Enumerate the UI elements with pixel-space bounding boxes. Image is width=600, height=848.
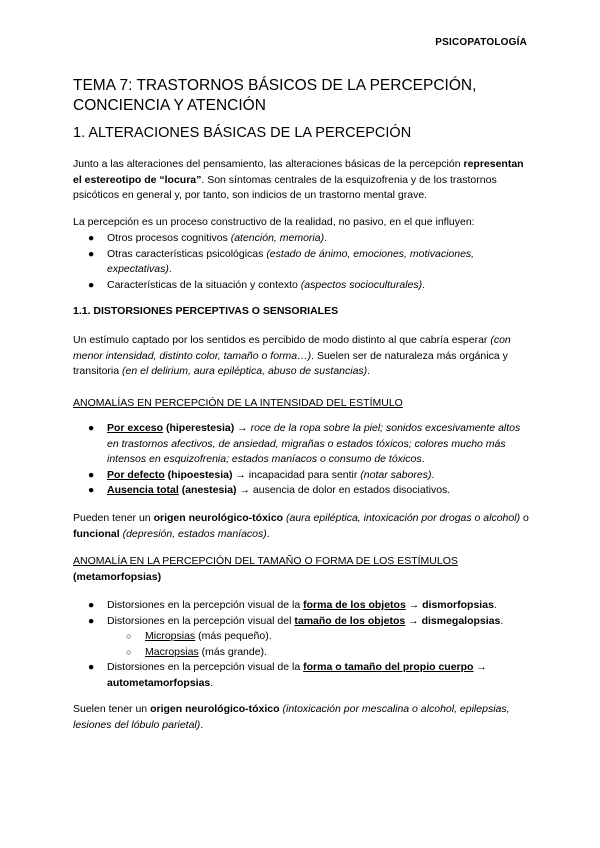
item-italic: (notar sabores)	[360, 468, 432, 481]
item-italic: (estado de ánimo, emociones, motivaciones, expectativas)	[107, 247, 475, 275]
section-1-1-paragraph	[73, 333, 533, 380]
arrow-icon: →	[236, 484, 253, 496]
sub-list	[107, 629, 533, 660]
bullet-icon: ●	[88, 468, 95, 481]
item-bold: dismegalopsias	[421, 614, 501, 627]
item-end: .	[500, 614, 504, 627]
header-subject: PSICOPATOLOGÍA	[435, 37, 527, 48]
sub-item-term: Macropsias	[145, 645, 199, 658]
paragraph-text: Un estímulo captado por los sentidos es percibido de modo distinto al que cabría esperar	[73, 334, 491, 346]
bullet-icon: ●	[88, 661, 95, 673]
paragraph-text: Suelen tener un	[73, 703, 151, 715]
item-italic: roce de la ropa sobre la piel; sonidos excesivamente altos en trastornos afectivos, de ansiedad, migrañas o estados tóxicos; colores mucho más intensos en esquizofrenia; estados maníacos o consumo de tóxicos	[107, 422, 521, 465]
title-line-1: TEMA 7: TRASTORNOS BÁSICOS DE LA PERCEPCIÓN,	[73, 77, 477, 94]
intro-bold-text: representan el estereotipo de “locura”	[73, 158, 524, 186]
item-text: Características de la situación y contexto	[107, 278, 301, 291]
paragraph-text: .	[367, 365, 371, 377]
sub-list-item	[126, 629, 533, 645]
size-section-label	[73, 554, 533, 585]
list-item	[88, 278, 533, 294]
bullet-icon: ●	[88, 278, 95, 291]
intensity-section-label: ANOMALÍAS EN PERCEPCIÓN DE LA INTENSIDAD DEL ESTÍMULO	[73, 397, 403, 409]
bullet-icon: ●	[88, 247, 95, 260]
paragraph-bold: origen neurológico-tóxico	[153, 512, 284, 524]
page-title	[73, 76, 533, 116]
arrow-icon: →	[405, 614, 422, 627]
paragraph-italic: (en el delirium, aura epiléptica, abuso de sustancias)	[122, 365, 368, 377]
arrow-icon: →	[232, 468, 249, 481]
item-term: forma o tamaño del propio cuerpo	[303, 661, 474, 673]
item-text: Otras características psicológicas	[107, 247, 267, 260]
item-end: .	[421, 453, 425, 465]
intro-paragraph-1	[73, 157, 533, 204]
list-item	[88, 468, 533, 484]
bullet-icon: ●	[88, 232, 95, 244]
title-line-2: CONCIENCIA Y ATENCIÓN	[73, 97, 266, 114]
item-term: Ausencia total	[107, 484, 179, 496]
size-origin-paragraph	[73, 702, 533, 733]
item-end: .	[431, 468, 435, 481]
item-name: (hipoestesia)	[164, 468, 233, 481]
item-end: .	[324, 232, 328, 244]
bullet-icon: ●	[88, 614, 95, 627]
item-text: Distorsiones en la percepción visual de la	[107, 661, 304, 673]
circle-bullet-icon: ○	[126, 631, 132, 641]
bullet-icon: ●	[88, 599, 95, 611]
list-item	[88, 660, 533, 691]
list-item	[88, 247, 533, 278]
section-1-heading: 1. ALTERACIONES BÁSICAS DE LA PERCEPCIÓN	[73, 125, 412, 141]
circle-bullet-icon: ○	[126, 646, 132, 657]
arrow-icon: →	[234, 422, 251, 434]
bullet-icon: ●	[88, 422, 95, 434]
intro-text: Junto a las alteraciones del pensamiento, las alteraciones básicas de la percepción	[73, 158, 464, 170]
sub-item-term: Micropsias	[145, 630, 196, 642]
arrow-icon: →	[473, 661, 487, 673]
item-term: tamaño de los objetos	[294, 614, 406, 627]
paragraph-italic: (intoxicación por mescalina o alcohol, epilepsias, lesiones del lóbulo parietal)	[73, 703, 510, 731]
bullet-icon: ●	[88, 484, 95, 496]
item-bold: dismorfopsias	[422, 599, 494, 611]
item-text: Distorsiones en la percepción visual del	[107, 614, 295, 627]
paragraph-italic: (con menor intensidad, distinto color, tamaño o forma…)	[73, 334, 511, 362]
item-text: Otros procesos cognitivos	[107, 232, 231, 244]
paragraph-text: o	[520, 512, 529, 524]
item-bold: autometamorfopsias	[107, 676, 211, 689]
item-term: Por exceso	[107, 422, 164, 434]
intro-paragraph-2: La percepción es un proceso constructivo de la realidad, no pasivo, en el que influyen:	[73, 216, 475, 228]
list-item	[88, 598, 533, 614]
item-name: (hiperestesia)	[163, 422, 235, 434]
item-italic: (atención, memoria)	[230, 232, 325, 244]
list-item	[88, 231, 533, 247]
paragraph-bold: origen neurológico-tóxico	[150, 703, 280, 715]
paragraph-italic: (aura epiléptica, intoxicación por drogas o alcohol)	[283, 512, 521, 524]
list-item	[88, 483, 533, 499]
item-name: (anestesia)	[178, 484, 237, 496]
sub-list-item	[126, 645, 533, 661]
sub-item-text: (más pequeño).	[195, 630, 272, 642]
item-end: .	[422, 278, 426, 291]
item-end: .	[447, 484, 451, 496]
sub-item-text: (más grande).	[198, 645, 267, 658]
paragraph-text: .	[200, 718, 204, 731]
item-text: Distorsiones en la percepción visual de la	[107, 599, 304, 611]
item-text: ausencia de dolor en estados disociativos	[252, 484, 448, 496]
size-label-bold: (metamorfopsias)	[73, 570, 162, 583]
paragraph-bold: funcional	[73, 527, 120, 540]
item-text: incapacidad para sentir	[248, 468, 361, 481]
paragraph-text: .	[266, 527, 270, 540]
intensity-origin-paragraph	[73, 511, 533, 542]
list-item	[88, 421, 533, 468]
intensity-list	[88, 421, 533, 499]
paragraph-text: . Suelen ser de naturaleza más orgánica y transitoria	[73, 349, 508, 377]
item-end: .	[493, 599, 497, 611]
paragraph-italic: (depresión, estados maníacos)	[119, 527, 267, 540]
size-list	[88, 598, 533, 691]
item-italic: (aspectos socioculturales)	[300, 278, 423, 291]
item-end: .	[168, 263, 172, 275]
item-end: .	[210, 676, 214, 689]
arrow-icon: →	[405, 599, 423, 611]
size-label-text: ANOMALÍA EN LA PERCEPCIÓN DEL TAMAÑO O FORMA DE LOS ESTÍMULOS	[73, 555, 458, 567]
item-term: Por defecto	[107, 468, 165, 481]
influences-list	[88, 231, 533, 293]
paragraph-text: Pueden tener un	[73, 512, 154, 524]
list-item	[88, 614, 533, 661]
intro-text-end: . Son síntomas centrales de la esquizofrenia y de los trastornos psicóticos en general y, por tanto, son indicios de un trastorno mental grave.	[73, 173, 497, 201]
section-1-1-heading: 1.1. DISTORSIONES PERCEPTIVAS O SENSORIALES	[73, 305, 339, 317]
item-term: forma de los objetos	[303, 599, 406, 611]
